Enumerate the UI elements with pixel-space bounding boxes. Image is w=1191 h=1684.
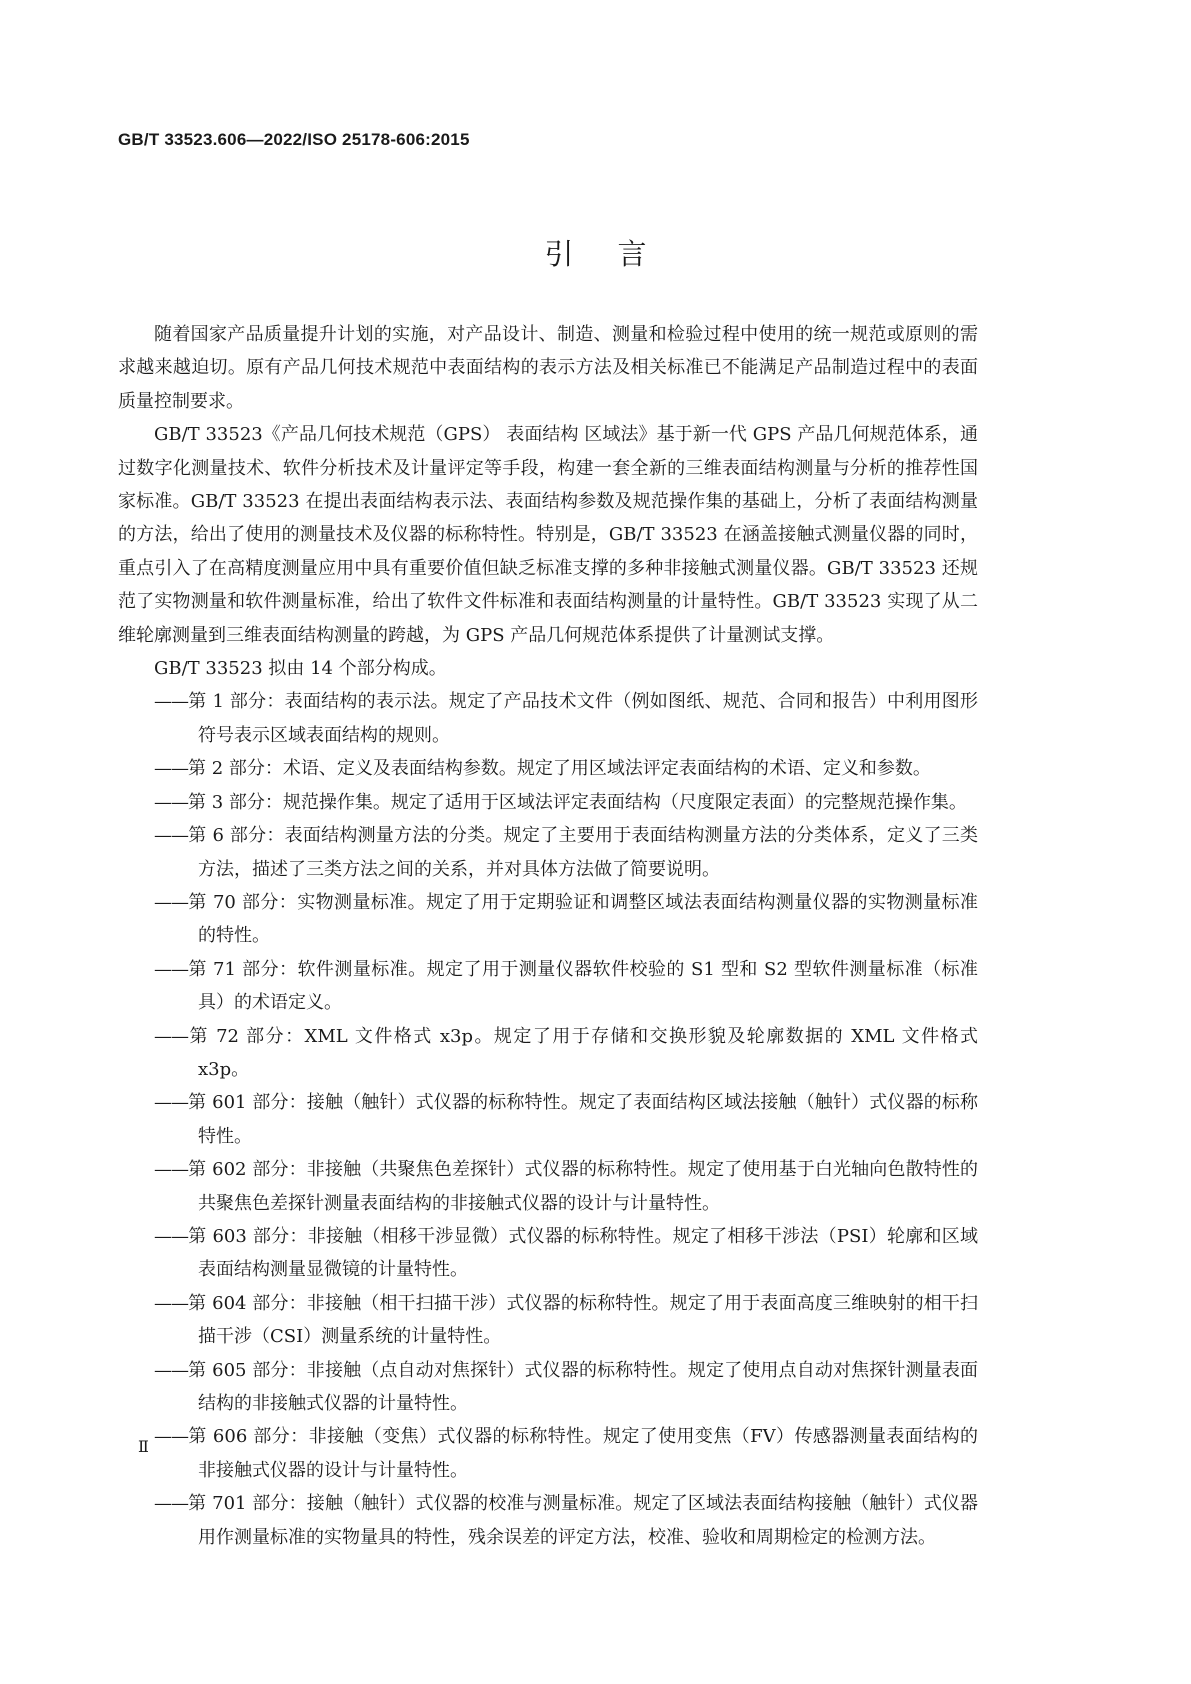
list-dash: —— (154, 691, 188, 713)
list-dash: —— (154, 758, 188, 780)
list-item (118, 786, 978, 819)
part-description: 第 603 部分：非接触（相移干涉显微）式仪器的标称特性。规定了相移干涉法（PSI）轮廓和区域表面结构测量显微镜的计量特性。 (188, 1225, 978, 1281)
standard-code-header: GB/T 33523.606—2022/ISO 25178-606:2015 (118, 130, 470, 149)
list-item (118, 1287, 978, 1354)
list-dash: —— (154, 1225, 188, 1247)
part-description: 第 605 部分：非接触（点自动对焦探针）式仪器的标称特性。规定了使用点自动对焦探针测量表面结构的非接触式仪器的计量特性。 (188, 1359, 978, 1414)
intro-paragraph-1: 随着国家产品质量提升计划的实施，对产品设计、制造、测量和检验过程中使用的统一规范或原则的需求越来越迫切。原有产品几何技术规范中表面结构的表示方法及相关标准已不能满足产品制造过程中的表面质量控制要求。 (118, 324, 978, 412)
list-dash: —— (154, 825, 188, 847)
document-body (118, 318, 978, 1554)
list-item (118, 1220, 978, 1287)
list-dash: —— (154, 1292, 188, 1314)
list-dash: —— (154, 1493, 188, 1515)
intro-paragraph-3: GB/T 33523 拟由 14 个部分构成。 (154, 658, 447, 680)
list-dash: —— (154, 791, 188, 813)
part-description: 第 604 部分：非接触（相干扫描干涉）式仪器的标称特性。规定了用于表面高度三维映射的相干扫描干涉（CSI）测量系统的计量特性。 (188, 1292, 978, 1348)
list-item (118, 1153, 978, 1220)
part-description: 第 602 部分：非接触（共聚焦色差探针）式仪器的标称特性。规定了使用基于白光轴向色散特性的共聚焦色差探针测量表面结构的非接触式仪器的设计与计量特性。 (188, 1159, 978, 1214)
part-description: 第 601 部分：接触（触针）式仪器的标称特性。规定了表面结构区域法接触（触针）式仪器的标称特性。 (188, 1092, 978, 1147)
part-description: 第 70 部分：实物测量标准。规定了用于定期验证和调整区域法表面结构测量仪器的实物测量标准的特性。 (188, 891, 978, 947)
part-description: 第 71 部分：软件测量标准。规定了用于测量仪器软件校验的 S1 型和 S2 型软件测量标准（标准具）的术语定义。 (188, 958, 978, 1014)
list-item (118, 886, 978, 953)
list-item (118, 1086, 978, 1153)
list-item (118, 1420, 978, 1487)
list-item (118, 819, 978, 886)
part-description: 第 72 部分：XML 文件格式 x3p。规定了用于存储和交换形貌及轮廓数据的 XML 文件格式 x3p。 (188, 1025, 978, 1080)
parts-list (118, 685, 978, 1554)
list-dash: —— (154, 1025, 188, 1047)
list-item (118, 1487, 978, 1554)
list-item (118, 1020, 978, 1087)
part-description: 第 701 部分：接触（触针）式仪器的校准与测量标准。规定了区域法表面结构接触（触针）式仪器用作测量标准的实物量具的特性，残余误差的评定方法，校准、验收和周期检定的检测方法。 (188, 1493, 978, 1548)
part-description: 第 1 部分：表面结构的表示法。规定了产品技术文件（例如图纸、规范、合同和报告）中利用图形符号表示区域表面结构的规则。 (188, 691, 978, 746)
list-dash: —— (154, 891, 188, 913)
page-title: 引言 (544, 237, 691, 271)
list-item (118, 953, 978, 1020)
list-dash: —— (154, 1359, 188, 1381)
part-description: 第 3 部分：规范操作集。规定了适用于区域法评定表面结构（尺度限定表面）的完整规范操作集。 (188, 791, 967, 813)
part-description: 第 6 部分：表面结构测量方法的分类。规定了主要用于表面结构测量方法的分类体系，定义了三类方法，描述了三类方法之间的关系，并对具体方法做了简要说明。 (188, 825, 978, 880)
part-description: 第 606 部分：非接触（变焦）式仪器的标称特性。规定了使用变焦（FV）传感器测量表面结构的非接触式仪器的设计与计量特性。 (188, 1426, 978, 1481)
part-description: 第 2 部分：术语、定义及表面结构参数。规定了用区域法评定表面结构的术语、定义和参数。 (188, 758, 931, 780)
list-dash: —— (154, 1426, 188, 1448)
list-dash: —— (154, 1159, 188, 1181)
list-item (118, 752, 978, 785)
intro-paragraph-2: GB/T 33523《产品几何技术规范（GPS） 表面结构 区域法》基于新一代 GPS 产品几何规范体系，通过数字化测量技术、软件分析技术及计量评定等手段，构建一套全新的三维表面结构测量与分析的推荐性国家标准。GB/T 33523 在提出表面结构表示法、表面结构参数及规范操作集的基础上，分析了表面结构测量的方法，给出了使用的测量技术及仪器的标称特性。特别是，GB/T 33523 在涵盖接触式测量仪器的同时，重点引入了在高精度测量应用中具有重要价值但缺乏标准支撑的多种非接触式测量仪器。GB/T 33523 还规范了实物测量和软件测量标准，给出了软件文件标准和表面结构测量的计量特性。GB/T 33523 实现了从二维轮廓测量到三维表面结构测量的跨越，为 GPS 产品几何规范体系提供了计量测试支撑。 (118, 424, 978, 646)
list-dash: —— (154, 1092, 188, 1114)
list-item (118, 1354, 978, 1421)
page-number: Ⅱ (138, 1437, 149, 1456)
list-item (118, 685, 978, 752)
list-dash: —— (154, 958, 188, 980)
